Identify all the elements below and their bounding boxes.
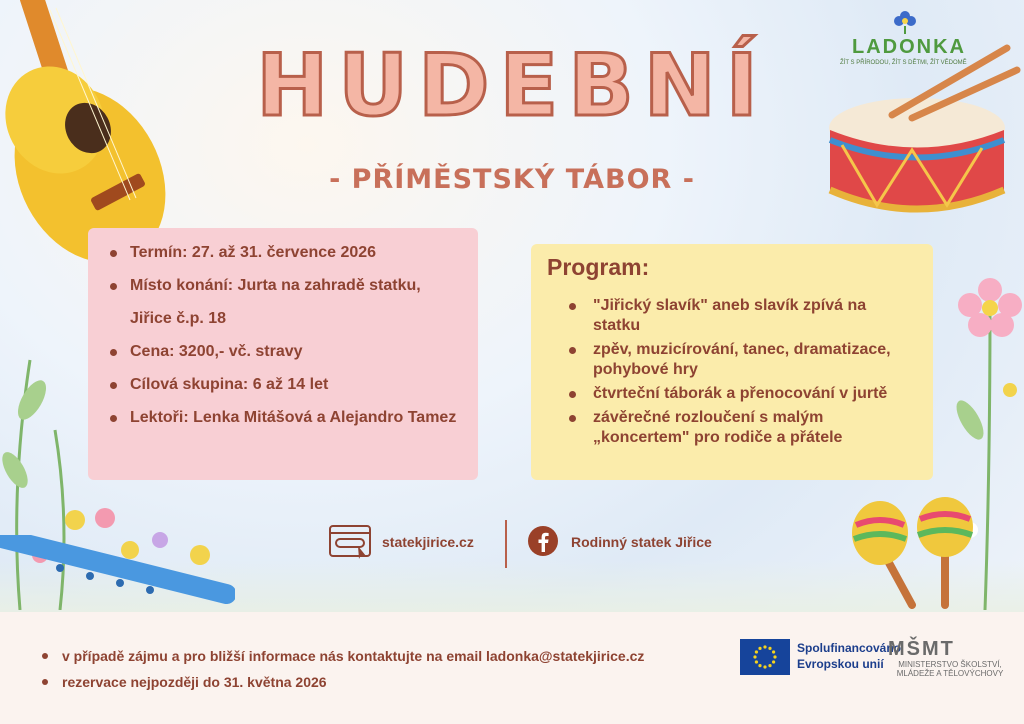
footer-note-contact: v případě zájmu a pro bližší informace nás kontaktujte na email ladonka@statekjirice.cz (40, 643, 644, 669)
website-icon[interactable] (328, 524, 372, 560)
program-heading: Program: (547, 254, 650, 280)
info-item-price: Cena: 3200,- vč. stravy (108, 335, 460, 368)
program-card (531, 244, 933, 480)
eu-line-2: Evropskou unií (797, 657, 884, 671)
ladonka-logo: LADONKA (852, 36, 966, 58)
ladonka-tagline: ŽÍT S PŘÍRODOU, ŽÍT S DĚTMI, ŽÍT VĚDOMĚ (840, 60, 967, 66)
msmt-label (885, 660, 1015, 678)
msmt-line-1: MINISTERSTVO ŠKOLSTVÍ, (898, 660, 1002, 669)
eu-line-1: Spolufinancováno (797, 641, 902, 655)
website-link[interactable]: statekjirice.cz (382, 534, 474, 550)
program-item: závěrečné rozloučení s malým „koncertem" pro rodiče a přátele (567, 408, 917, 448)
contact-divider (505, 520, 507, 568)
info-item-date: Termín: 27. až 31. července 2026 (108, 236, 460, 269)
program-item: zpěv, muzicírování, tanec, dramatizace, pohybové hry (567, 340, 917, 380)
facebook-link[interactable]: Rodinný statek Jiřice (571, 534, 712, 550)
facebook-icon[interactable] (527, 525, 559, 557)
info-item-location: Místo konání: Jurta na zahradě statku, Jiřice č.p. 18 (108, 269, 460, 335)
info-item-target-group: Cílová skupina: 6 až 14 let (108, 368, 460, 401)
msmt-line-2: MLÁDEŽE A TĚLOVÝCHOVY (896, 669, 1004, 678)
eu-flag-icon (740, 639, 790, 675)
footer-note-reservation: rezervace nejpozději do 31. května 2026 (40, 669, 644, 695)
maracas-illustration (850, 495, 980, 615)
info-item-lecturers: Lektoři: Lenka Mitášová a Alejandro Tamez (108, 401, 460, 434)
page-title: HUDEBNÍ (256, 36, 768, 136)
program-item: "Jiřický slavík" aneb slavík zpívá na statku (567, 296, 917, 336)
footer-notes (40, 643, 644, 695)
flute-illustration (0, 535, 235, 615)
program-item: čtvrteční táborák a přenocování v jurtě (567, 384, 917, 404)
ladonka-flower-icon (893, 8, 917, 34)
page-subtitle: - PŘÍMĚSTSKÝ TÁBOR - (329, 164, 695, 195)
msmt-logo: MŠMT (888, 638, 955, 660)
